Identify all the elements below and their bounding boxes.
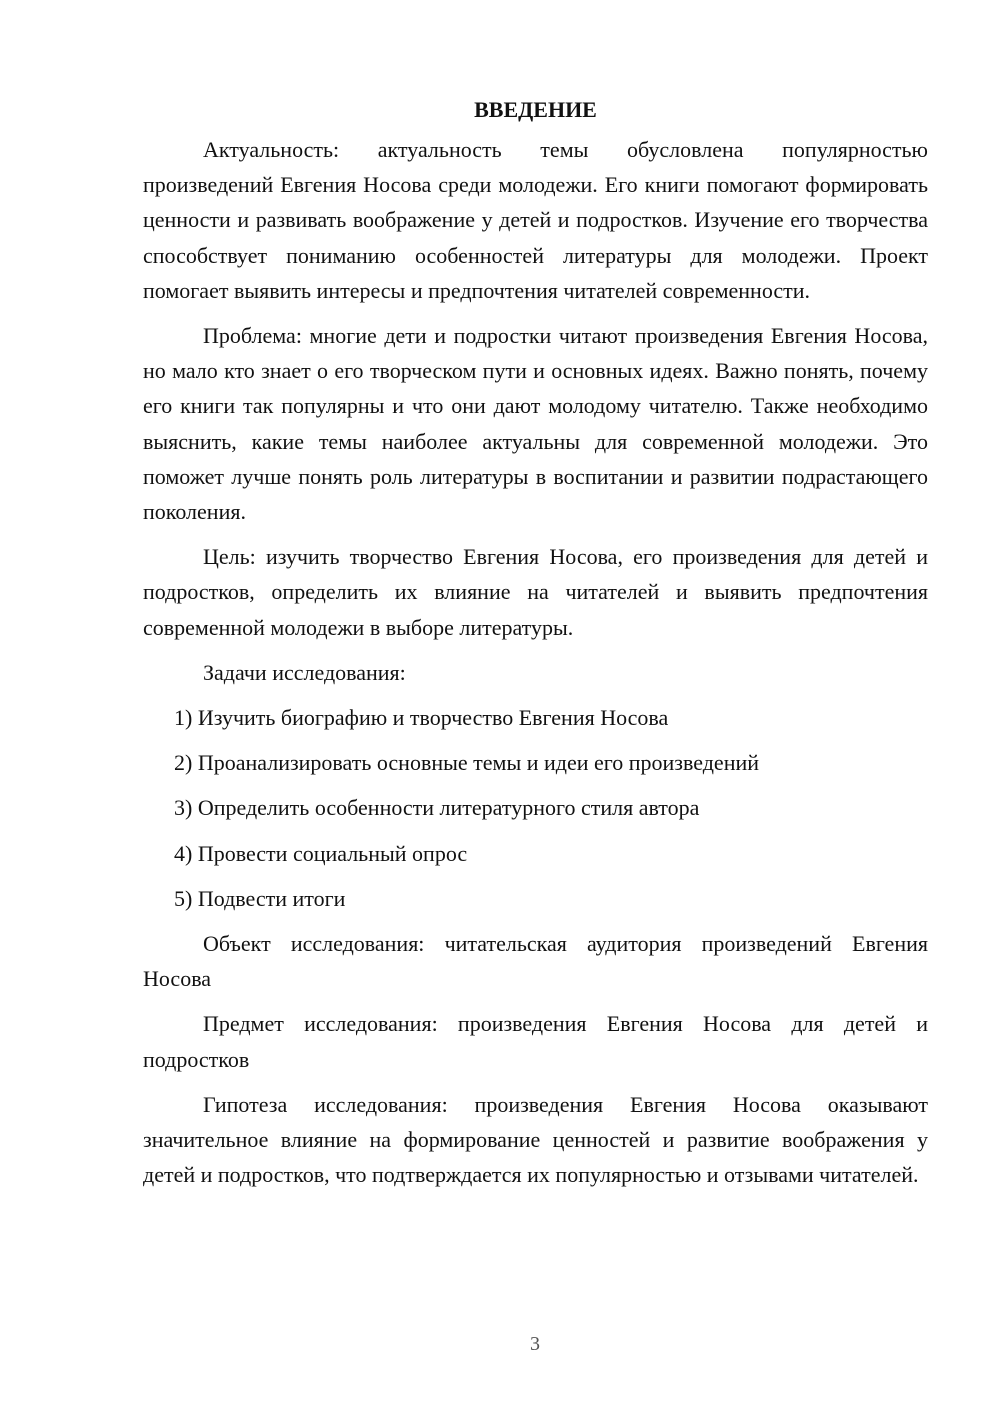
relevance-paragraph: Актуальность: актуальность темы обусловлена популярностью произведений Евгения Носова среди молодежи. Его книги помогают формировать ценности и развивать воображение у детей и подростков. Изучение его творчества способствует пониманию особенностей литературы для молодежи. Проект помогает выявить интересы и предпочтения читателей современности. — [143, 137, 928, 303]
task-item: 3) Определить особенности литературного стиля автора — [174, 795, 700, 821]
hypothesis-paragraph: Гипотеза исследования: произведения Евгения Носова оказывают значительное влияние на формирование ценностей и развитие воображения у детей и подростков, что подтверждается их популярностью и отзывами читателей. — [143, 1091, 928, 1188]
task-item: 5) Подвести итоги — [174, 885, 346, 911]
problem-paragraph: Проблема: многие дети и подростки читают произведения Евгения Носова, но мало кто знает о его творческом пути и основных идеях. Важно понять, почему его книги так популярны и что они дают молодому читателю. Также необходимо выяснить, какие темы наиболее актуальны для современной молодежи. Это поможет лучше понять роль литературы в воспитании и развитии подрастающего поколения. — [143, 323, 928, 525]
object-paragraph: Объект исследования: читательская аудитория произведений Евгения Носова — [143, 931, 928, 992]
task-item: 1) Изучить биографию и творчество Евгения Носова — [174, 705, 669, 731]
task-item: 4) Провести социальный опрос — [174, 840, 468, 866]
document-page — [143, 92, 928, 1202]
task-item: 2) Проанализировать основные темы и идеи его произведений — [174, 750, 760, 776]
goal-paragraph: Цель: изучить творчество Евгения Носова, его произведения для детей и подростков, определить их влияние на читателей и выявить предпочтения современной молодежи в выборе литературы. — [143, 544, 928, 640]
page-title: ВВЕДЕНИЕ — [474, 97, 597, 122]
page-number: 3 — [530, 1333, 540, 1355]
tasks-heading: Задачи исследования: — [203, 659, 406, 685]
subject-paragraph: Предмет исследования: произведения Евгения Носова для детей и подростков — [143, 1011, 928, 1072]
